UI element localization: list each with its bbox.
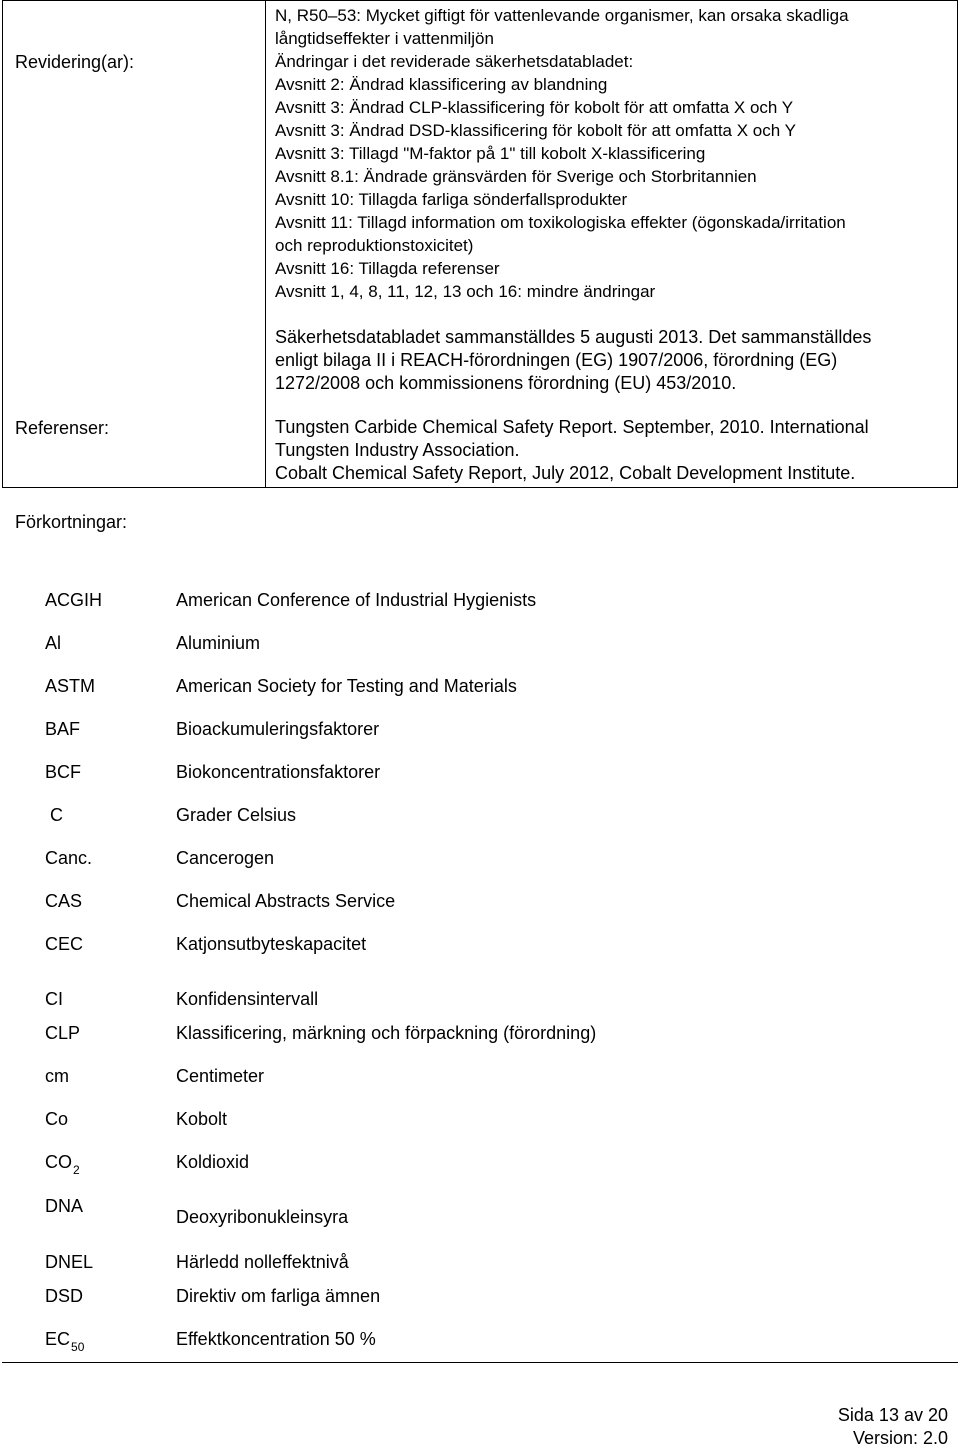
abbreviation-term: CAS	[45, 891, 83, 911]
abbreviation-row	[0, 719, 960, 743]
abbreviation-meaning: Deoxyribonukleinsyra	[176, 1207, 349, 1227]
abbreviation-meaning: American Conference of Industrial Hygienists	[176, 590, 537, 610]
abbreviation-row	[0, 934, 960, 958]
abbreviation-term: ACGIH	[45, 590, 103, 610]
compiled-line: 1272/2008 och kommissionens förordning (EU) 453/2010.	[275, 373, 737, 393]
table-bottom-border	[2, 487, 958, 488]
reference-line: Cobalt Chemical Safety Report, July 2012, Cobalt Development Institute.	[275, 463, 856, 483]
table-left-border	[2, 0, 3, 488]
abbreviation-meaning: Grader Celsius	[176, 805, 297, 825]
page-footer	[838, 1404, 948, 1450]
abbreviation-row	[0, 1023, 960, 1047]
abbreviation-term: CLP	[45, 1023, 81, 1043]
abbreviation-meaning: Aluminium	[176, 633, 261, 653]
compiled-line: Säkerhetsdatabladet sammanställdes 5 augusti 2013. Det sammanställdes	[275, 327, 872, 347]
abbreviation-term: BCF	[45, 762, 81, 782]
abbreviation-term: cm	[45, 1066, 69, 1086]
abbreviation-row	[0, 1286, 960, 1310]
revision-line: Avsnitt 16: Tillagda referenser	[275, 259, 500, 278]
abbreviation-term: BAF	[45, 719, 81, 739]
abbreviation-row	[0, 1152, 960, 1176]
abbreviation-meaning: Härledd nolleffektnivå	[176, 1252, 349, 1272]
abbreviation-term: CEC	[45, 934, 84, 954]
subscript: 2	[73, 1163, 80, 1177]
revision-line: Avsnitt 8.1: Ändrade gränsvärden för Sverige och Storbritannien	[275, 167, 757, 186]
abbreviation-term: $CO_2$	[45, 1152, 80, 1177]
revision-line: Avsnitt 1, 4, 8, 11, 12, 13 och 16: mindre ändringar	[275, 282, 656, 301]
abbreviation-row	[0, 891, 960, 915]
abbreviation-meaning: Direktiv om farliga ämnen	[176, 1286, 381, 1306]
references-label: Referenser:	[15, 418, 110, 438]
abbreviation-meaning: Biokoncentrationsfaktorer	[176, 762, 381, 782]
abbreviation-meaning: Klassificering, märkning och förpackning (förordning)	[176, 1023, 597, 1043]
abbreviation-term: $EC_{50}$	[45, 1329, 85, 1354]
abbreviation-term: DNA	[45, 1196, 84, 1216]
abbreviation-meaning: American Society for Testing and Materials	[176, 676, 517, 696]
abbreviation-term: Co	[45, 1109, 69, 1129]
abbreviation-meaning: Kobolt	[176, 1109, 228, 1129]
revision-label: Revidering(ar):	[15, 52, 135, 72]
abbreviation-meaning: Effektkoncentration 50 %	[176, 1329, 376, 1349]
abbreviation-meaning: Chemical Abstracts Service	[176, 891, 396, 911]
abbreviation-row	[0, 762, 960, 786]
abbreviation-term: CI	[45, 989, 63, 1009]
reference-line: Tungsten Industry Association.	[275, 440, 520, 460]
abbreviation-meaning: Cancerogen	[176, 848, 275, 868]
abbreviation-term: Canc.	[45, 848, 93, 868]
abbreviation-row	[0, 1109, 960, 1133]
abbreviation-meaning: Centimeter	[176, 1066, 265, 1086]
abbreviation-row	[0, 633, 960, 657]
revision-line: Avsnitt 3: Ändrad CLP-klassificering för kobolt för att omfatta X och Y	[275, 98, 794, 117]
revision-content	[275, 4, 951, 395]
abbreviation-term: Al	[45, 633, 62, 653]
revision-line: Avsnitt 2: Ändrad klassificering av blandning	[275, 75, 608, 94]
revision-line: Avsnitt 3: Tillagd "M-faktor på 1" till kobolt X-klassificering	[275, 144, 706, 163]
document-version: Version: 2.0	[852, 1428, 948, 1448]
abbreviation-meaning: Konfidensintervall	[176, 989, 319, 1009]
subscript: 50	[71, 1340, 85, 1354]
revision-line: och reproduktionstoxicitet)	[275, 236, 474, 255]
table-top-border	[2, 0, 958, 1]
revision-line: Avsnitt 3: Ändrad DSD-klassificering för kobolt för att omfatta X och Y	[275, 121, 796, 140]
abbreviation-row	[0, 848, 960, 872]
table-column-divider	[265, 0, 266, 488]
abbreviation-row	[0, 1066, 960, 1090]
abbreviations-heading: Förkortningar:	[15, 512, 128, 532]
abbreviation-term: DSD	[45, 1286, 84, 1306]
abbreviation-term: ASTM	[45, 676, 96, 696]
abbreviation-meaning: Katjonsutbyteskapacitet	[176, 934, 367, 954]
abbreviation-row	[0, 590, 960, 614]
abbreviation-meaning: Koldioxid	[176, 1152, 250, 1172]
abbreviation-term: C	[45, 805, 63, 825]
abbreviation-row	[0, 676, 960, 700]
abbreviation-row	[0, 1196, 960, 1227]
compiled-line: enligt bilaga II i REACH-förordningen (EG) 1907/2006, förordning (EG)	[275, 350, 838, 370]
abbreviation-row	[0, 989, 960, 1013]
references-content	[275, 416, 951, 485]
table-right-border	[957, 0, 958, 488]
revision-line: långtidseffekter i vattenmiljön	[275, 29, 494, 48]
revision-line: Avsnitt 10: Tillagda farliga sönderfallsprodukter	[275, 190, 628, 209]
abbreviation-row	[0, 805, 960, 829]
reference-line: Tungsten Carbide Chemical Safety Report. September, 2010. International	[275, 417, 869, 437]
revision-spacer	[275, 303, 951, 326]
abbreviation-row	[0, 1252, 960, 1276]
revision-line: N, R50–53: Mycket giftigt för vattenlevande organismer, kan orsaka skadliga	[275, 6, 849, 25]
page-number: Sida 13 av 20	[837, 1405, 948, 1425]
abbreviation-row	[0, 1329, 960, 1353]
footer-rule	[2, 1362, 958, 1363]
abbreviation-term: DNEL	[45, 1252, 94, 1272]
revision-line: Avsnitt 11: Tillagd information om toxikologiska effekter (ögonskada/irritation	[275, 213, 846, 232]
revision-line: Ändringar i det reviderade säkerhetsdatabladet:	[275, 52, 634, 71]
abbreviation-meaning: Bioackumuleringsfaktorer	[176, 719, 380, 739]
